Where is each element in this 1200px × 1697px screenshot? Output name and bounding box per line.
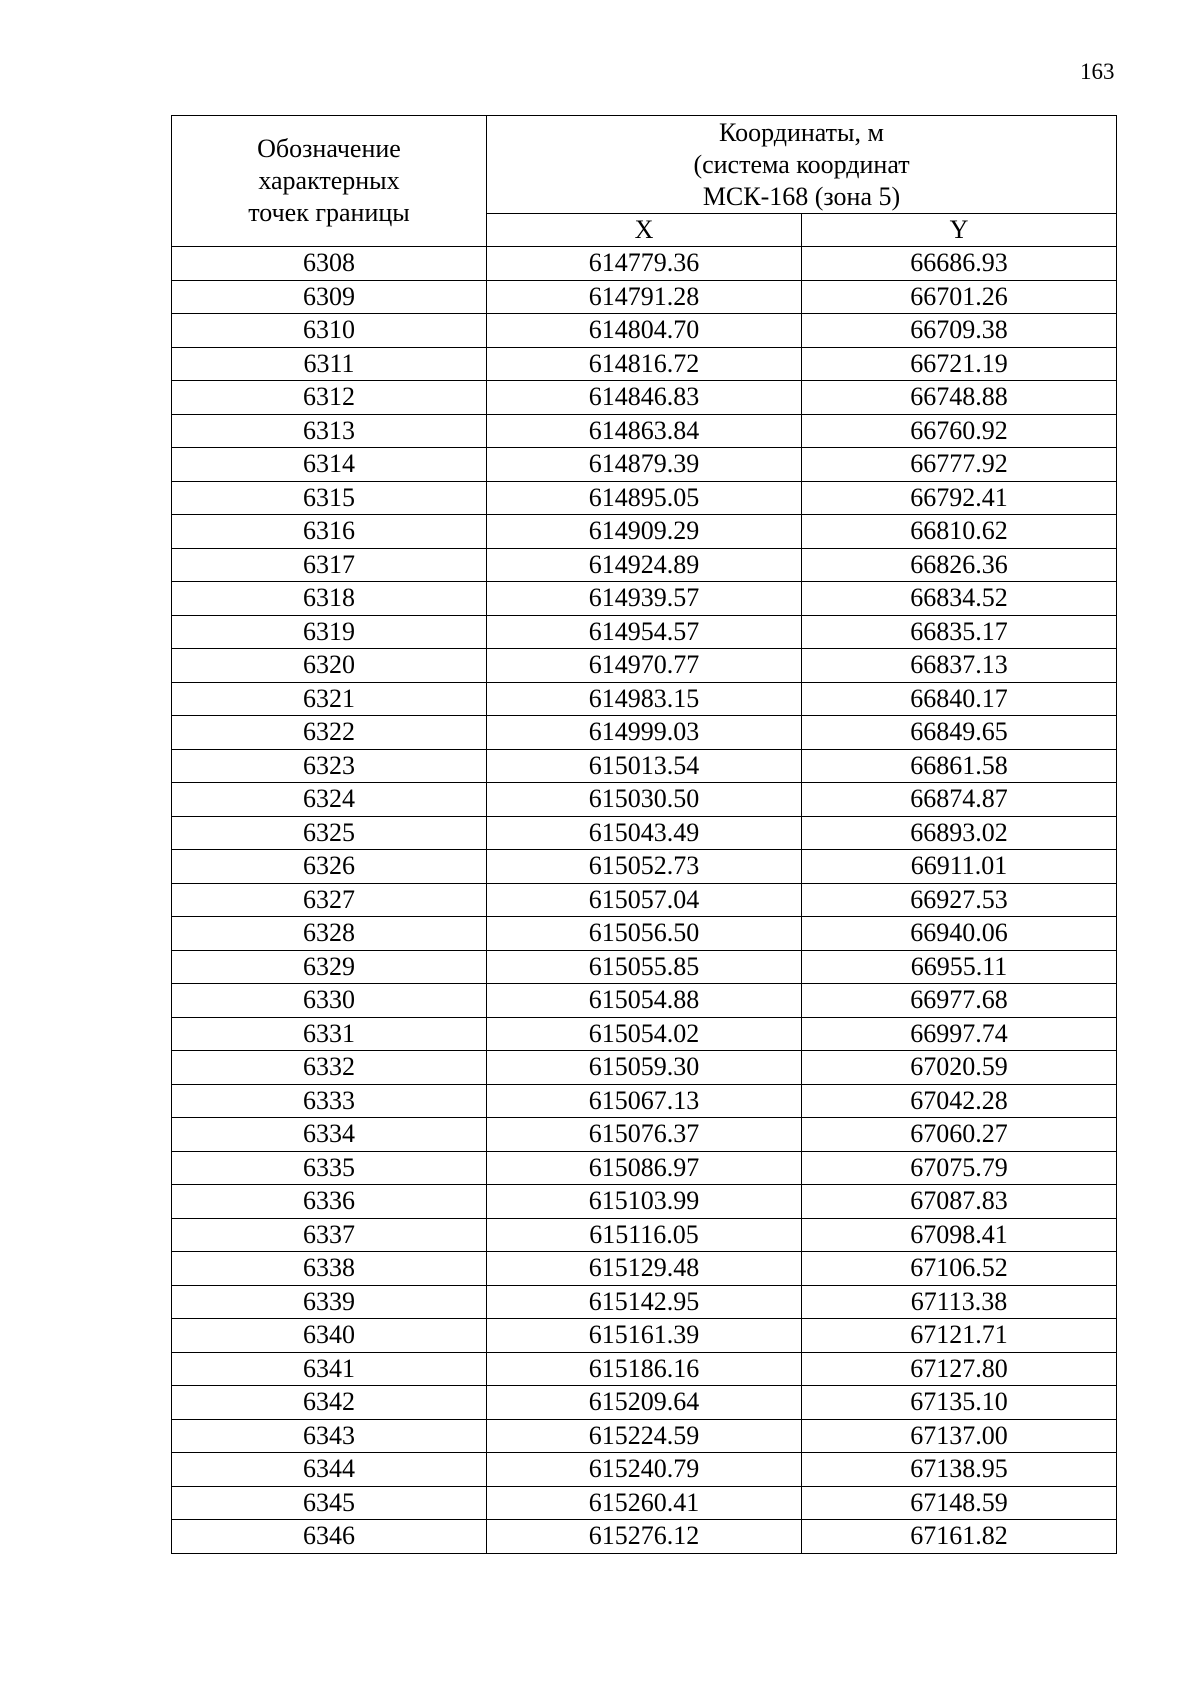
y-coordinate-cell: 67113.38 <box>802 1285 1117 1319</box>
x-coordinate-cell: 614791.28 <box>487 280 802 314</box>
y-coordinate-cell: 66686.93 <box>802 247 1117 281</box>
y-coordinate-cell: 66861.58 <box>802 749 1117 783</box>
point-id-cell: 6345 <box>172 1486 487 1520</box>
y-coordinate-cell: 67161.82 <box>802 1520 1117 1554</box>
y-coordinate-cell: 67121.71 <box>802 1319 1117 1353</box>
table-row <box>172 448 1117 482</box>
point-id-cell: 6314 <box>172 448 487 482</box>
table-row <box>172 1486 1117 1520</box>
table-row <box>172 850 1117 884</box>
y-coordinate-cell: 66997.74 <box>802 1017 1117 1051</box>
point-id-cell: 6313 <box>172 414 487 448</box>
x-coordinate-cell: 615224.59 <box>487 1419 802 1453</box>
y-coordinate-cell: 66834.52 <box>802 582 1117 616</box>
x-coordinate-cell: 615186.16 <box>487 1352 802 1386</box>
table-row <box>172 1185 1117 1219</box>
point-id-cell: 6322 <box>172 716 487 750</box>
table-header-row <box>172 116 1117 214</box>
x-coordinate-cell: 614970.77 <box>487 649 802 683</box>
y-coordinate-cell: 66777.92 <box>802 448 1117 482</box>
x-coordinate-cell: 614983.15 <box>487 682 802 716</box>
coordinates-label-line: МСК-168 (зона 5) <box>702 181 901 211</box>
point-id-cell: 6338 <box>172 1252 487 1286</box>
table-row <box>172 716 1117 750</box>
x-coordinate-cell: 614924.89 <box>487 548 802 582</box>
y-coordinate-cell: 66792.41 <box>802 481 1117 515</box>
y-coordinate-cell: 66849.65 <box>802 716 1117 750</box>
x-coordinate-cell: 615067.13 <box>487 1084 802 1118</box>
table-row <box>172 1352 1117 1386</box>
point-id-cell: 6328 <box>172 917 487 951</box>
x-coordinate-cell: 614954.57 <box>487 615 802 649</box>
point-id-cell: 6325 <box>172 816 487 850</box>
x-coordinate-cell: 615129.48 <box>487 1252 802 1286</box>
y-coordinate-cell: 66826.36 <box>802 548 1117 582</box>
point-id-cell: 6337 <box>172 1218 487 1252</box>
x-coordinate-cell: 615116.05 <box>487 1218 802 1252</box>
x-coordinate-cell: 614779.36 <box>487 247 802 281</box>
table-row <box>172 984 1117 1018</box>
x-coordinate-cell: 615086.97 <box>487 1151 802 1185</box>
table-row <box>172 314 1117 348</box>
y-coordinate-cell: 67127.80 <box>802 1352 1117 1386</box>
x-coordinate-cell: 614999.03 <box>487 716 802 750</box>
point-id-cell: 6346 <box>172 1520 487 1554</box>
table-row <box>172 414 1117 448</box>
point-id-cell: 6323 <box>172 749 487 783</box>
point-designation-label <box>172 133 486 229</box>
point-id-cell: 6334 <box>172 1118 487 1152</box>
point-id-cell: 6329 <box>172 950 487 984</box>
point-id-cell: 6344 <box>172 1453 487 1487</box>
y-coordinate-cell: 66709.38 <box>802 314 1117 348</box>
point-id-cell: 6327 <box>172 883 487 917</box>
point-id-cell: 6330 <box>172 984 487 1018</box>
table-row <box>172 682 1117 716</box>
table-row <box>172 783 1117 817</box>
y-coordinate-cell: 67087.83 <box>802 1185 1117 1219</box>
table-row <box>172 347 1117 381</box>
table-row <box>172 1084 1117 1118</box>
coordinates-label-line: (система координат <box>693 149 910 179</box>
coordinates-table <box>171 115 1117 1554</box>
table-row <box>172 481 1117 515</box>
table-body <box>172 247 1117 1554</box>
table-row <box>172 1151 1117 1185</box>
point-id-cell: 6339 <box>172 1285 487 1319</box>
x-coordinate-cell: 615013.54 <box>487 749 802 783</box>
y-coordinate-cell: 66927.53 <box>802 883 1117 917</box>
x-coordinate-cell: 614804.70 <box>487 314 802 348</box>
table-row <box>172 950 1117 984</box>
table-row <box>172 1051 1117 1085</box>
x-coordinate-cell: 614879.39 <box>487 448 802 482</box>
point-id-cell: 6331 <box>172 1017 487 1051</box>
y-coordinate-cell: 67135.10 <box>802 1386 1117 1420</box>
table-row <box>172 1453 1117 1487</box>
y-coordinate-cell: 66955.11 <box>802 950 1117 984</box>
x-coordinate-cell: 615056.50 <box>487 917 802 951</box>
x-coordinate-cell: 615209.64 <box>487 1386 802 1420</box>
point-designation-label-line: характерных <box>258 166 400 195</box>
table-row <box>172 381 1117 415</box>
x-coordinate-cell: 614939.57 <box>487 582 802 616</box>
y-coordinate-cell: 67106.52 <box>802 1252 1117 1286</box>
y-coordinate-cell: 67098.41 <box>802 1218 1117 1252</box>
point-id-cell: 6320 <box>172 649 487 683</box>
y-coordinate-cell: 66874.87 <box>802 783 1117 817</box>
point-id-cell: 6316 <box>172 515 487 549</box>
y-coordinate-cell: 67042.28 <box>802 1084 1117 1118</box>
point-id-cell: 6312 <box>172 381 487 415</box>
point-id-cell: 6342 <box>172 1386 487 1420</box>
x-coordinate-cell: 615076.37 <box>487 1118 802 1152</box>
table-row <box>172 1218 1117 1252</box>
x-coordinate-cell: 615030.50 <box>487 783 802 817</box>
x-coordinate-cell: 615054.02 <box>487 1017 802 1051</box>
table-row <box>172 1252 1117 1286</box>
x-coordinate-cell: 614895.05 <box>487 481 802 515</box>
x-coordinate-cell: 615142.95 <box>487 1285 802 1319</box>
y-coordinate-cell: 66835.17 <box>802 615 1117 649</box>
table-row <box>172 515 1117 549</box>
table-row <box>172 1386 1117 1420</box>
table-row <box>172 749 1117 783</box>
point-designation-label-line: Обозначение <box>257 134 401 163</box>
y-coordinate-cell: 66840.17 <box>802 682 1117 716</box>
y-coordinate-cell: 67075.79 <box>802 1151 1117 1185</box>
point-id-cell: 6340 <box>172 1319 487 1353</box>
x-coordinate-cell: 615103.99 <box>487 1185 802 1219</box>
table-row <box>172 247 1117 281</box>
x-coordinate-cell: 614816.72 <box>487 347 802 381</box>
y-coordinate-cell: 66977.68 <box>802 984 1117 1018</box>
table-row <box>172 1285 1117 1319</box>
table-row <box>172 649 1117 683</box>
y-coordinate-cell: 67060.27 <box>802 1118 1117 1152</box>
point-id-cell: 6326 <box>172 850 487 884</box>
x-coordinate-cell: 615260.41 <box>487 1486 802 1520</box>
y-coordinate-cell: 66748.88 <box>802 381 1117 415</box>
point-id-cell: 6308 <box>172 247 487 281</box>
y-coordinate-cell: 66940.06 <box>802 917 1117 951</box>
y-coordinate-cell: 66837.13 <box>802 649 1117 683</box>
table-row <box>172 883 1117 917</box>
table-row <box>172 280 1117 314</box>
point-id-cell: 6324 <box>172 783 487 817</box>
y-coordinate-cell: 66810.62 <box>802 515 1117 549</box>
point-id-cell: 6343 <box>172 1419 487 1453</box>
y-column-header: Y <box>802 214 1117 247</box>
x-coordinate-cell: 615052.73 <box>487 850 802 884</box>
page-number: 163 <box>1080 59 1115 84</box>
table-row <box>172 615 1117 649</box>
point-id-cell: 6319 <box>172 615 487 649</box>
x-coordinate-cell: 615057.04 <box>487 883 802 917</box>
table-row <box>172 1319 1117 1353</box>
point-id-cell: 6332 <box>172 1051 487 1085</box>
table-row <box>172 1520 1117 1554</box>
y-coordinate-cell: 66760.92 <box>802 414 1117 448</box>
x-coordinate-cell: 615043.49 <box>487 816 802 850</box>
y-coordinate-cell: 66893.02 <box>802 816 1117 850</box>
y-coordinate-cell: 66721.19 <box>802 347 1117 381</box>
point-id-cell: 6336 <box>172 1185 487 1219</box>
x-coordinate-cell: 615055.85 <box>487 950 802 984</box>
point-id-cell: 6335 <box>172 1151 487 1185</box>
point-id-cell: 6333 <box>172 1084 487 1118</box>
x-coordinate-cell: 615276.12 <box>487 1520 802 1554</box>
x-coordinate-cell: 614846.83 <box>487 381 802 415</box>
y-coordinate-cell: 67137.00 <box>802 1419 1117 1453</box>
y-coordinate-cell: 67148.59 <box>802 1486 1117 1520</box>
y-coordinate-cell: 67138.95 <box>802 1453 1117 1487</box>
x-coordinate-cell: 614863.84 <box>487 414 802 448</box>
point-id-cell: 6311 <box>172 347 487 381</box>
table-row <box>172 1419 1117 1453</box>
y-coordinate-cell: 67020.59 <box>802 1051 1117 1085</box>
point-id-cell: 6318 <box>172 582 487 616</box>
table-row <box>172 548 1117 582</box>
table-row <box>172 1118 1117 1152</box>
point-designation-header <box>172 116 487 247</box>
table-row <box>172 917 1117 951</box>
point-id-cell: 6310 <box>172 314 487 348</box>
table-header <box>172 116 1117 247</box>
coordinates-label <box>487 117 1116 213</box>
point-id-cell: 6309 <box>172 280 487 314</box>
point-id-cell: 6321 <box>172 682 487 716</box>
coordinates-label-line: Координаты, м <box>719 117 884 147</box>
y-coordinate-cell: 66701.26 <box>802 280 1117 314</box>
table-row <box>172 816 1117 850</box>
x-coordinate-cell: 615054.88 <box>487 984 802 1018</box>
x-coordinate-cell: 615240.79 <box>487 1453 802 1487</box>
x-coordinate-cell: 615059.30 <box>487 1051 802 1085</box>
point-designation-label-line: точек границы <box>248 198 410 227</box>
x-coordinate-cell: 615161.39 <box>487 1319 802 1353</box>
x-coordinate-cell: 614909.29 <box>487 515 802 549</box>
table-row <box>172 582 1117 616</box>
point-id-cell: 6315 <box>172 481 487 515</box>
point-id-cell: 6317 <box>172 548 487 582</box>
point-id-cell: 6341 <box>172 1352 487 1386</box>
coordinates-header <box>487 116 1117 214</box>
y-coordinate-cell: 66911.01 <box>802 850 1117 884</box>
x-column-header: X <box>487 214 802 247</box>
table-row <box>172 1017 1117 1051</box>
